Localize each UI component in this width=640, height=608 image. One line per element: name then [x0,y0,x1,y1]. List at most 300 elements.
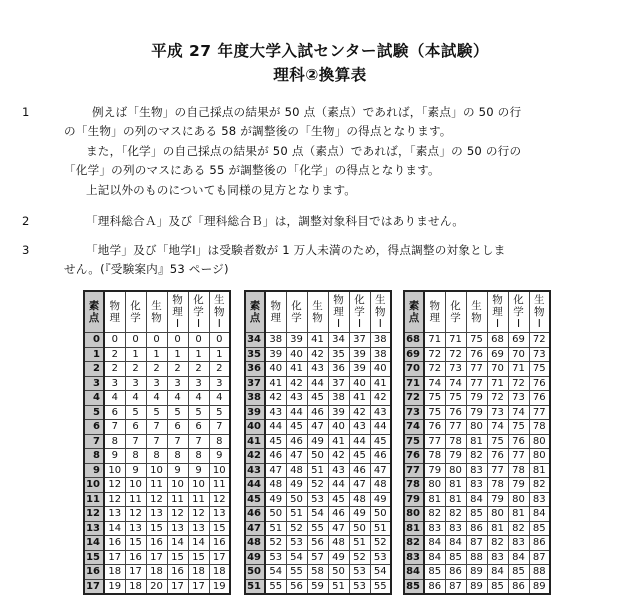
note-text: 「地学」及び「地学Ⅰ」は受験者数が 1 万人未満のため，得点調整の対象としま [86,243,506,257]
score-conversion-tables [83,290,558,608]
adjusted-score-cell: 76 [508,434,529,449]
adjusted-score-cell: 50 [349,521,370,536]
adjusted-score-cell: 1 [125,347,146,362]
adjusted-score-cell: 43 [286,391,307,406]
adjusted-score-cell: 53 [349,579,370,594]
adjusted-score-cell: 45 [286,420,307,435]
adjusted-score-cell: 50 [307,449,328,464]
raw-score-cell: 51 [245,579,265,594]
adjusted-score-cell: 74 [424,376,445,391]
adjusted-score-cell: 75 [487,434,508,449]
adjusted-score-cell: 81 [424,492,445,507]
adjusted-score-cell: 10 [125,478,146,493]
adjusted-score-cell: 73 [508,391,529,406]
adjusted-score-cell: 83 [529,492,550,507]
adjusted-score-cell: 46 [370,449,391,464]
adjusted-score-cell: 71 [424,333,445,348]
adjusted-score-cell: 1 [167,347,188,362]
adjusted-score-cell: 85 [487,579,508,594]
adjusted-score-cell: 51 [286,507,307,522]
raw-score-cell: 80 [404,507,424,522]
raw-score-cell: 70 [404,362,424,377]
column-header: 素点 [245,291,265,333]
adjusted-score-cell: 84 [487,565,508,580]
adjusted-score-cell: 2 [209,362,230,377]
adjusted-score-cell: 79 [487,492,508,507]
table-row [84,362,230,377]
note-number: 1 [22,105,30,119]
adjusted-score-cell: 58 [307,565,328,580]
table-row [404,463,550,478]
adjusted-score-cell: 52 [349,550,370,565]
adjusted-score-cell: 53 [265,550,286,565]
adjusted-score-cell: 45 [328,492,349,507]
adjusted-score-cell: 76 [529,376,550,391]
adjusted-score-cell: 45 [370,434,391,449]
raw-score-cell: 82 [404,536,424,551]
table-row [84,536,230,551]
adjusted-score-cell: 39 [328,405,349,420]
adjusted-score-cell: 4 [188,391,209,406]
adjusted-score-cell: 14 [167,536,188,551]
adjusted-score-cell: 45 [265,434,286,449]
adjusted-score-cell: 84 [424,550,445,565]
adjusted-score-cell: 78 [445,434,466,449]
adjusted-score-cell: 80 [529,434,550,449]
page-subtitle: 理科②換算表 [273,66,367,84]
adjusted-score-cell: 53 [286,536,307,551]
adjusted-score-cell: 19 [104,579,125,594]
column-header: 物理Ⅰ [328,291,349,333]
adjusted-score-cell: 18 [209,565,230,580]
adjusted-score-cell: 84 [466,492,487,507]
raw-score-cell: 13 [84,521,104,536]
adjusted-score-cell: 17 [104,550,125,565]
table-row [404,492,550,507]
table-row [404,376,550,391]
adjusted-score-cell: 10 [209,463,230,478]
adjusted-score-cell: 83 [445,521,466,536]
adjusted-score-cell: 78 [529,420,550,435]
adjusted-score-cell: 72 [445,347,466,362]
adjusted-score-cell: 17 [188,579,209,594]
score-table [83,290,231,595]
adjusted-score-cell: 76 [424,420,445,435]
adjusted-score-cell: 49 [328,550,349,565]
adjusted-score-cell: 38 [370,347,391,362]
adjusted-score-cell: 18 [104,565,125,580]
adjusted-score-cell: 86 [529,536,550,551]
adjusted-score-cell: 71 [445,333,466,348]
column-header: 化学Ⅰ [349,291,370,333]
note-text: 「化学」の列のマスにある 55 が調整後の「化学」の得点となります。 [64,163,440,178]
raw-score-cell: 1 [84,347,104,362]
raw-score-cell: 39 [245,405,265,420]
adjusted-score-cell: 79 [466,405,487,420]
raw-score-cell: 16 [84,565,104,580]
adjusted-score-cell: 42 [328,449,349,464]
adjusted-score-cell: 7 [146,420,167,435]
adjusted-score-cell: 84 [529,507,550,522]
raw-score-cell: 46 [245,507,265,522]
adjusted-score-cell: 17 [209,550,230,565]
adjusted-score-cell: 77 [445,420,466,435]
adjusted-score-cell: 68 [487,333,508,348]
adjusted-score-cell: 80 [487,507,508,522]
raw-score-cell: 84 [404,565,424,580]
raw-score-cell: 83 [404,550,424,565]
adjusted-score-cell: 37 [349,333,370,348]
adjusted-score-cell: 16 [209,536,230,551]
note-text: 上記以外のものについても同様の見方となります。 [86,182,357,197]
adjusted-score-cell: 78 [424,449,445,464]
adjusted-score-cell: 12 [167,507,188,522]
adjusted-score-cell: 13 [146,507,167,522]
table-row [84,507,230,522]
adjusted-score-cell: 16 [167,565,188,580]
adjusted-score-cell: 42 [286,376,307,391]
raw-score-cell: 81 [404,521,424,536]
raw-score-cell: 12 [84,507,104,522]
adjusted-score-cell: 8 [167,449,188,464]
adjusted-score-cell: 13 [167,521,188,536]
note-text: せん。(『受験案内』53 ページ) [64,262,229,277]
table-row [84,333,230,348]
raw-score-cell: 47 [245,521,265,536]
adjusted-score-cell: 10 [188,478,209,493]
table-row [245,376,391,391]
adjusted-score-cell: 47 [370,463,391,478]
adjusted-score-cell: 74 [445,376,466,391]
adjusted-score-cell: 7 [146,434,167,449]
raw-score-cell: 75 [404,434,424,449]
adjusted-score-cell: 81 [466,434,487,449]
table-row [404,478,550,493]
adjusted-score-cell: 82 [445,507,466,522]
adjusted-score-cell: 8 [125,449,146,464]
adjusted-score-cell: 85 [466,507,487,522]
adjusted-score-cell: 82 [508,521,529,536]
column-header: 生物 [466,291,487,333]
adjusted-score-cell: 13 [125,521,146,536]
adjusted-score-cell: 6 [104,405,125,420]
table-row [404,405,550,420]
adjusted-score-cell: 71 [508,362,529,377]
adjusted-score-cell: 81 [508,507,529,522]
raw-score-cell: 35 [245,347,265,362]
adjusted-score-cell: 80 [445,463,466,478]
note-text: また，「化学」の自己採点の結果が 50 点（素点）であれば，「素点」の 50 の行の [86,143,522,158]
adjusted-score-cell: 8 [209,434,230,449]
table-row [404,347,550,362]
adjusted-score-cell: 84 [508,550,529,565]
adjusted-score-cell: 55 [307,521,328,536]
adjusted-score-cell: 11 [209,478,230,493]
table-row [404,333,550,348]
column-header: 物理 [104,291,125,333]
raw-score-cell: 44 [245,478,265,493]
adjusted-score-cell: 49 [286,478,307,493]
adjusted-score-cell: 89 [529,579,550,594]
adjusted-score-cell: 73 [445,362,466,377]
column-header: 生物Ⅰ [209,291,230,333]
table-row [245,347,391,362]
adjusted-score-cell: 6 [188,420,209,435]
raw-score-cell: 69 [404,347,424,362]
adjusted-score-cell: 40 [286,347,307,362]
table-row [404,550,550,565]
adjusted-score-cell: 2 [167,362,188,377]
adjusted-score-cell: 43 [370,405,391,420]
raw-score-cell: 7 [84,434,104,449]
adjusted-score-cell: 83 [466,463,487,478]
raw-score-cell: 2 [84,362,104,377]
adjusted-score-cell: 41 [307,333,328,348]
adjusted-score-cell: 42 [307,347,328,362]
adjusted-score-cell: 72 [508,376,529,391]
adjusted-score-cell: 75 [424,391,445,406]
adjusted-score-cell: 72 [424,347,445,362]
adjusted-score-cell: 7 [188,434,209,449]
adjusted-score-cell: 4 [125,391,146,406]
table-row [404,565,550,580]
adjusted-score-cell: 7 [125,434,146,449]
adjusted-score-cell: 52 [370,536,391,551]
adjusted-score-cell: 0 [125,333,146,348]
adjusted-score-cell: 48 [328,536,349,551]
adjusted-score-cell: 85 [424,565,445,580]
adjusted-score-cell: 17 [125,565,146,580]
adjusted-score-cell: 12 [188,507,209,522]
raw-score-cell: 4 [84,391,104,406]
adjusted-score-cell: 41 [349,391,370,406]
raw-score-cell: 68 [404,333,424,348]
adjusted-score-cell: 46 [349,463,370,478]
adjusted-score-cell: 17 [167,579,188,594]
adjusted-score-cell: 10 [104,463,125,478]
raw-score-cell: 17 [84,579,104,594]
adjusted-score-cell: 44 [286,405,307,420]
adjusted-score-cell: 9 [125,463,146,478]
adjusted-score-cell: 15 [188,550,209,565]
adjusted-score-cell: 48 [349,492,370,507]
adjusted-score-cell: 77 [424,434,445,449]
adjusted-score-cell: 89 [466,579,487,594]
adjusted-score-cell: 80 [529,449,550,464]
table-row [404,420,550,435]
adjusted-score-cell: 10 [146,463,167,478]
column-header: 物理 [424,291,445,333]
table-row [84,492,230,507]
raw-score-cell: 8 [84,449,104,464]
adjusted-score-cell: 54 [307,507,328,522]
adjusted-score-cell: 55 [265,579,286,594]
adjusted-score-cell: 0 [104,333,125,348]
column-header: 生物 [146,291,167,333]
adjusted-score-cell: 11 [125,492,146,507]
adjusted-score-cell: 74 [487,420,508,435]
adjusted-score-cell: 75 [529,362,550,377]
table-row [404,434,550,449]
adjusted-score-cell: 87 [466,536,487,551]
note-text: 例えば「生物」の自己採点の結果が 50 点（素点）であれば，「素点」の 50 の行 [92,105,522,119]
adjusted-score-cell: 18 [188,565,209,580]
raw-score-cell: 85 [404,579,424,594]
table-row [404,521,550,536]
adjusted-score-cell: 42 [265,391,286,406]
adjusted-score-cell: 36 [328,362,349,377]
column-header: 化学Ⅰ [508,291,529,333]
note-text: の「生物」の列のマスにある 58 が調整後の「生物」の得点となります。 [64,124,452,139]
adjusted-score-cell: 89 [466,565,487,580]
adjusted-score-cell: 9 [167,463,188,478]
table-row [404,449,550,464]
adjusted-score-cell: 13 [209,507,230,522]
adjusted-score-cell: 44 [349,434,370,449]
adjusted-score-cell: 85 [529,521,550,536]
adjusted-score-cell: 75 [445,391,466,406]
adjusted-score-cell: 4 [167,391,188,406]
table-row [245,391,391,406]
adjusted-score-cell: 54 [370,565,391,580]
note-3 [22,241,624,280]
adjusted-score-cell: 85 [508,565,529,580]
adjusted-score-cell: 51 [265,521,286,536]
raw-score-cell: 73 [404,405,424,420]
raw-score-cell: 76 [404,449,424,464]
table-row [245,362,391,377]
adjusted-score-cell: 77 [508,449,529,464]
adjusted-score-cell: 78 [487,478,508,493]
adjusted-score-cell: 0 [209,333,230,348]
adjusted-score-cell: 52 [265,536,286,551]
adjusted-score-cell: 7 [209,420,230,435]
adjusted-score-cell: 81 [445,492,466,507]
adjusted-score-cell: 85 [445,550,466,565]
adjusted-score-cell: 1 [188,347,209,362]
adjusted-score-cell: 12 [104,478,125,493]
adjusted-score-cell: 47 [307,420,328,435]
adjusted-score-cell: 46 [307,405,328,420]
column-header: 化学Ⅰ [188,291,209,333]
raw-score-cell: 14 [84,536,104,551]
table-row [245,463,391,478]
adjusted-score-cell: 0 [146,333,167,348]
adjusted-score-cell: 13 [188,521,209,536]
adjusted-score-cell: 40 [265,362,286,377]
adjusted-score-cell: 2 [146,362,167,377]
adjusted-score-cell: 9 [188,463,209,478]
table-row [245,333,391,348]
raw-score-cell: 9 [84,463,104,478]
adjusted-score-cell: 0 [188,333,209,348]
adjusted-score-cell: 3 [167,376,188,391]
adjusted-score-cell: 15 [167,550,188,565]
adjusted-score-cell: 37 [328,376,349,391]
raw-score-cell: 79 [404,492,424,507]
adjusted-score-cell: 73 [487,405,508,420]
raw-score-cell: 36 [245,362,265,377]
adjusted-score-cell: 72 [487,391,508,406]
adjusted-score-cell: 81 [487,521,508,536]
adjusted-score-cell: 12 [125,507,146,522]
table-row [84,579,230,594]
table-row [404,391,550,406]
adjusted-score-cell: 46 [286,434,307,449]
table-row [84,420,230,435]
adjusted-score-cell: 71 [487,376,508,391]
adjusted-score-cell: 6 [125,420,146,435]
adjusted-score-cell: 83 [508,536,529,551]
adjusted-score-cell: 82 [424,507,445,522]
raw-score-cell: 48 [245,536,265,551]
adjusted-score-cell: 11 [188,492,209,507]
adjusted-score-cell: 44 [307,376,328,391]
adjusted-score-cell: 4 [146,391,167,406]
adjusted-score-cell: 45 [307,391,328,406]
adjusted-score-cell: 56 [307,536,328,551]
adjusted-score-cell: 57 [307,550,328,565]
adjusted-score-cell: 55 [286,565,307,580]
adjusted-score-cell: 70 [487,362,508,377]
adjusted-score-cell: 8 [146,449,167,464]
adjusted-score-cell: 4 [209,391,230,406]
adjusted-score-cell: 53 [370,550,391,565]
adjusted-score-cell: 9 [104,449,125,464]
note-number: 2 [22,214,30,228]
table-row [84,434,230,449]
adjusted-score-cell: 49 [265,492,286,507]
adjusted-score-cell: 46 [265,449,286,464]
table-row [245,449,391,464]
adjusted-score-cell: 19 [209,579,230,594]
adjusted-score-cell: 39 [349,362,370,377]
raw-score-cell: 3 [84,376,104,391]
adjusted-score-cell: 84 [445,536,466,551]
adjusted-score-cell: 17 [146,550,167,565]
adjusted-score-cell: 52 [307,478,328,493]
adjusted-score-cell: 75 [424,405,445,420]
adjusted-score-cell: 48 [370,478,391,493]
adjusted-score-cell: 82 [529,478,550,493]
adjusted-score-cell: 54 [286,550,307,565]
raw-score-cell: 72 [404,391,424,406]
adjusted-score-cell: 38 [328,391,349,406]
adjusted-score-cell: 38 [265,333,286,348]
raw-score-cell: 6 [84,420,104,435]
adjusted-score-cell: 75 [508,420,529,435]
note-number: 3 [22,243,30,257]
adjusted-score-cell: 55 [370,579,391,594]
adjusted-score-cell: 3 [104,376,125,391]
adjusted-score-cell: 79 [466,391,487,406]
table-row [404,536,550,551]
adjusted-score-cell: 11 [167,492,188,507]
column-header: 物理Ⅰ [167,291,188,333]
adjusted-score-cell: 39 [286,333,307,348]
column-header: 素点 [404,291,424,333]
table-row [245,405,391,420]
adjusted-score-cell: 1 [146,347,167,362]
adjusted-score-cell: 49 [370,492,391,507]
table-row [245,579,391,594]
raw-score-cell: 74 [404,420,424,435]
adjusted-score-cell: 75 [466,333,487,348]
adjusted-score-cell: 42 [370,391,391,406]
table-row [245,536,391,551]
adjusted-score-cell: 13 [104,507,125,522]
adjusted-score-cell: 3 [188,376,209,391]
